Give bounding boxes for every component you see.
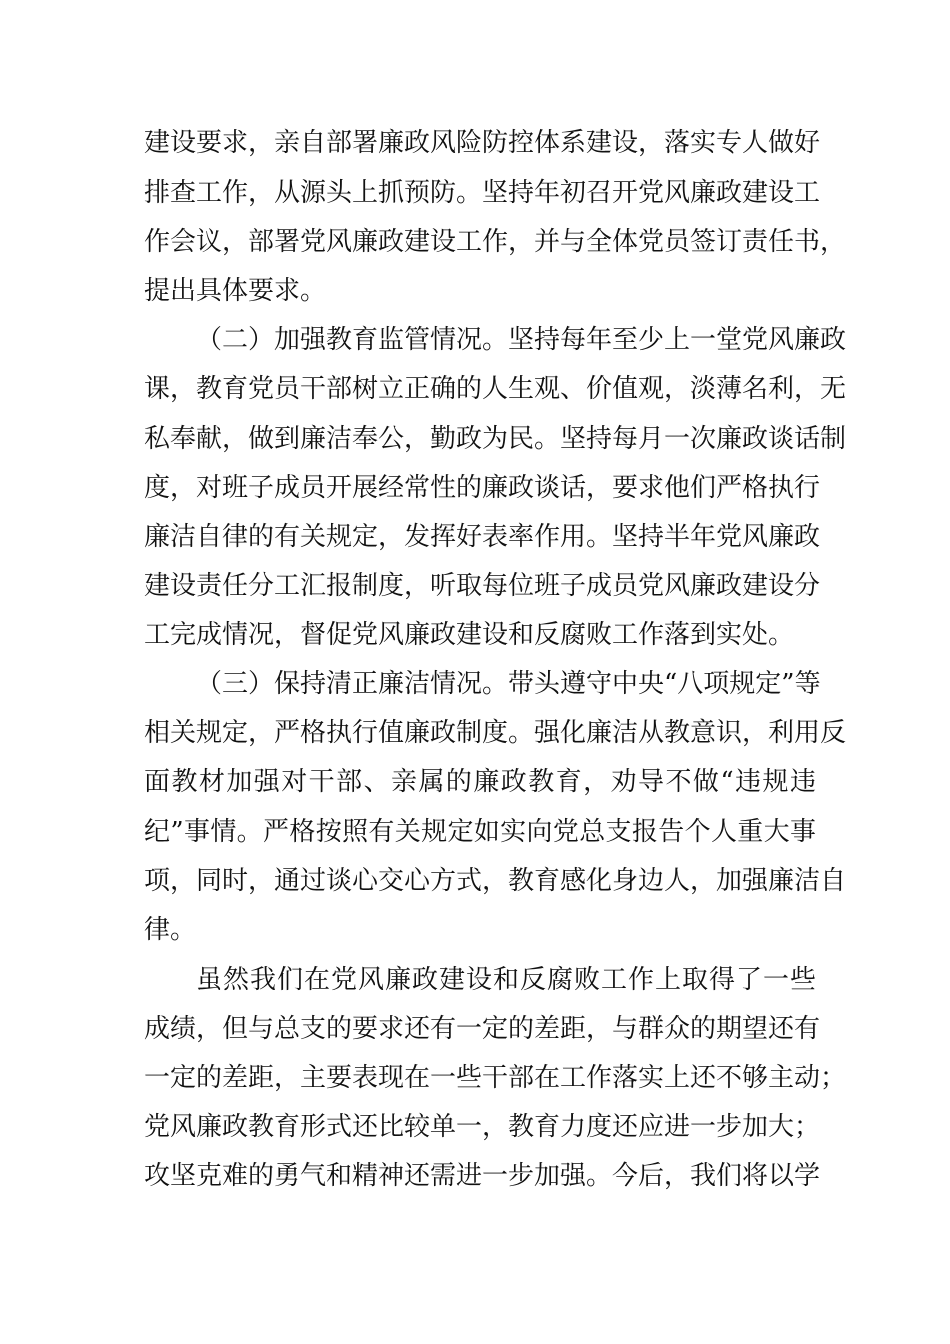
text-line: 排查工作，从源头上抓预防。坚持年初召开党风廉政建设工 [144, 178, 821, 208]
text-line: 成绩，但与总支的要求还有一定的差距，与群众的期望还有 [144, 1014, 821, 1044]
text-line: 廉洁自律的有关规定，发挥好表率作用。坚持半年党风廉政 [144, 522, 821, 552]
text-line: 建设责任分工汇报制度，听取每位班子成员党风廉政建设分 [144, 571, 821, 601]
text-line: 一定的差距，主要表现在一些干部在工作落实上还不够主动； [144, 1063, 847, 1093]
text-line: 建设要求，亲自部署廉政风险防控体系建设，落实专人做好 [144, 128, 821, 158]
text-line: （二）加强教育监管情况。坚持每年至少上一堂党风廉政 [196, 325, 847, 355]
text-line: 项，同时，通过谈心交心方式，教育感化身边人，加强廉洁自 [144, 866, 847, 896]
text-line: 私奉献，做到廉洁奉公，勤政为民。坚持每月一次廉政谈话制 [144, 424, 847, 454]
text-line: 度，对班子成员开展经常性的廉政谈话，要求他们严格执行 [144, 473, 821, 503]
text-line: 提出具体要求。 [144, 276, 327, 306]
text-line: 纪”事情。严格按照有关规定如实向党总支报告个人重大事 [144, 817, 816, 847]
text-line: 攻坚克难的勇气和精神还需进一步加强。今后，我们将以学 [144, 1161, 821, 1191]
text-line: 党风廉政教育形式还比较单一，教育力度还应进一步加大； [144, 1112, 821, 1142]
text-line: 面教材加强对干部、亲属的廉政教育，劝导不做“违规违 [144, 767, 816, 797]
text-line: 律。 [144, 915, 197, 945]
text-line: 虽然我们在党风廉政建设和反腐败工作上取得了一些 [196, 965, 816, 995]
text-line: （三）保持清正廉洁情况。带头遵守中央“八项规定”等 [196, 669, 821, 699]
text-line: 作会议，部署党风廉政建设工作，并与全体党员签订责任书， [144, 227, 847, 257]
text-line: 相关规定，严格执行值廉政制度。强化廉洁从教意识，利用反 [144, 718, 847, 748]
text-line: 课，教育党员干部树立正确的人生观、价值观，淡薄名利，无 [144, 374, 847, 404]
text-line: 工完成情况，督促党风廉政建设和反腐败工作落到实处。 [144, 620, 795, 650]
